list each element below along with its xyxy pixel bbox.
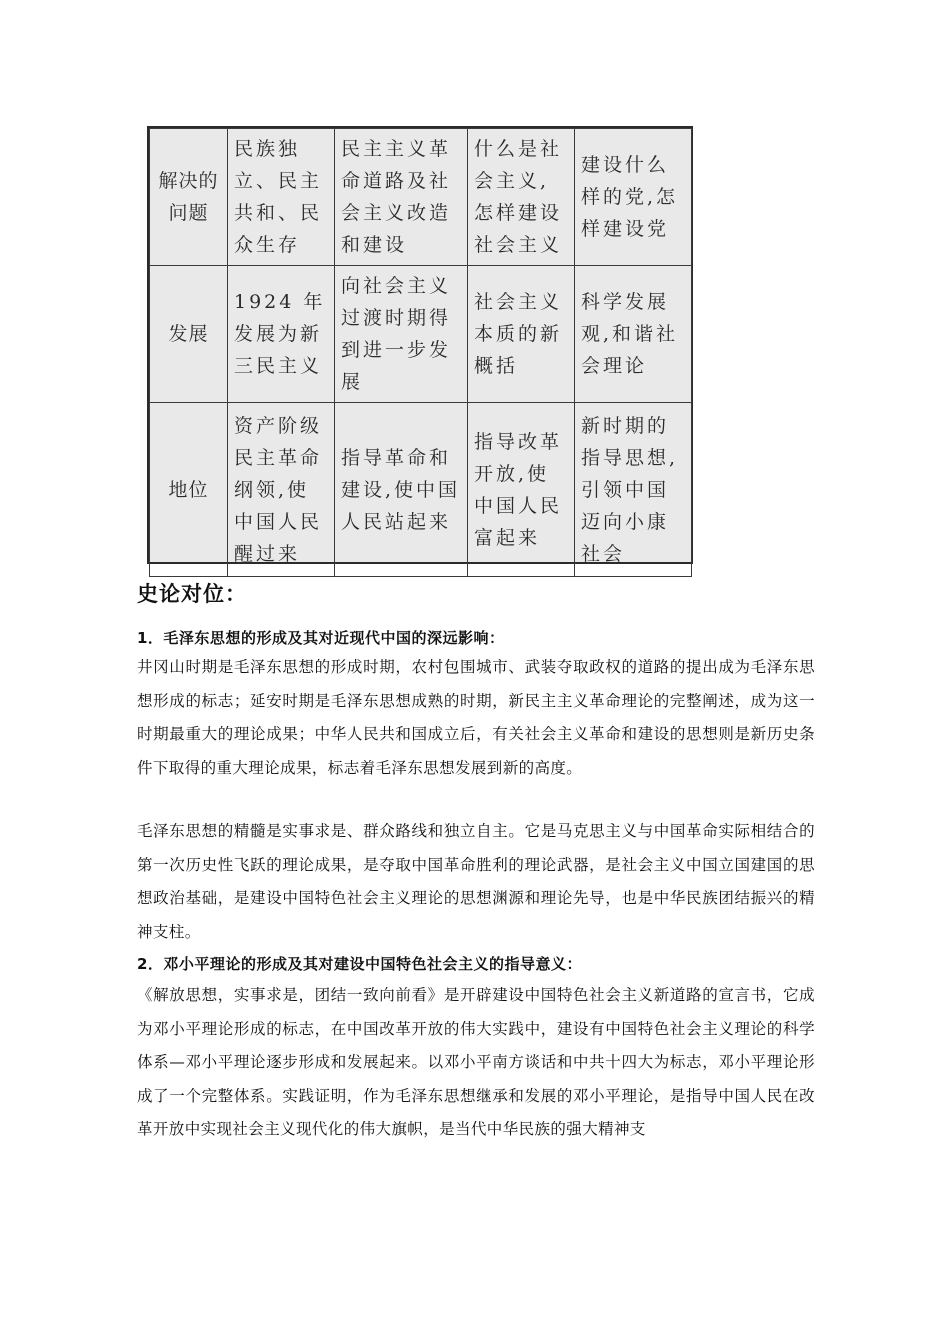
table-cell: 资产阶级民主革命纲领,使中国人民醒过来 [228,403,335,577]
row-header: 解决的问题 [150,129,228,266]
table-cell: 什么是社会主义,怎样建设社会主义 [468,129,575,266]
comparison-table [149,128,692,577]
row-header: 地位 [150,403,228,577]
item2-heading: 2．邓小平理论的形成及其对建设中国特色社会主义的指导意义： [137,955,582,973]
table-cell: 新时期的指导思想,引领中国迈向小康社会 [575,403,692,577]
table-cell: 指导改革开放,使中国人民富起来 [468,403,575,577]
comparison-table-image [147,126,693,564]
item1-paragraph-2: 毛泽东思想的精髓是实事求是、群众路线和独立自主。它是马克思主义与中国革命实际相结合的第一次历史性飞跃的理论成果，是夺取中国革命胜利的理论武器，是社会主义中国立国建国的思想政治基础，是建设中国特色社会主义理论的思想渊源和理论先导，也是中华民族团结振兴的精神支柱。 [137,822,815,941]
table-cell: 科学发展观,和谐社会理论 [575,266,692,403]
table-cell: 向社会主义过渡时期得到进一步发展 [335,266,468,403]
item1-heading: 1．毛泽东思想的形成及其对近现代中国的深远影响： [137,629,505,647]
item2-paragraph-1: 《解放思想，实事求是，团结一致向前看》是开辟建设中国特色社会主义新道路的宣言书，它成为邓小平理论形成的标志，在中国改革开放的伟大实践中，建设有中国特色社会主义理论的科学体系—邓小平理论逐步形成和发展起来。以邓小平南方谈话和中共十四大为标志，邓小平理论形成了一个完整体系。实践证明，作为毛泽东思想继承和发展的邓小平理论，是指导中国人民在改革开放中实现社会主义现代化的伟大旗帜，是当代中华民族的强大精神支 [137,986,815,1138]
table-row-problems [150,129,692,266]
table-row-status [150,403,692,577]
table-row-development [150,266,692,403]
row-header: 发展 [150,266,228,403]
table-cell: 民族独立、民主共和、民众生存 [228,129,335,266]
table-cell: 指导革命和建设,使中国人民站起来 [335,403,468,577]
table-cell: 民主主义革命道路及社会主义改造和建设 [335,129,468,266]
table-cell: 建设什么样的党,怎样建设党 [575,129,692,266]
item1-paragraph-1: 井冈山时期是毛泽东思想的形成时期，农村包围城市、武装夺取政权的道路的提出成为毛泽东思想形成的标志；延安时期是毛泽东思想成熟的时期，新民主主义革命理论的完整阐述，成为这一时期最重大的理论成果；中华人民共和国成立后，有关社会主义革命和建设的思想则是新历史条件下取得的重大理论成果，标志着毛泽东思想发展到新的高度。 [137,658,815,777]
section-title: 史论对位： [137,582,247,606]
table-cell: 社会主义本质的新概括 [468,266,575,403]
table-cell: 1924 年发展为新三民主义 [228,266,335,403]
